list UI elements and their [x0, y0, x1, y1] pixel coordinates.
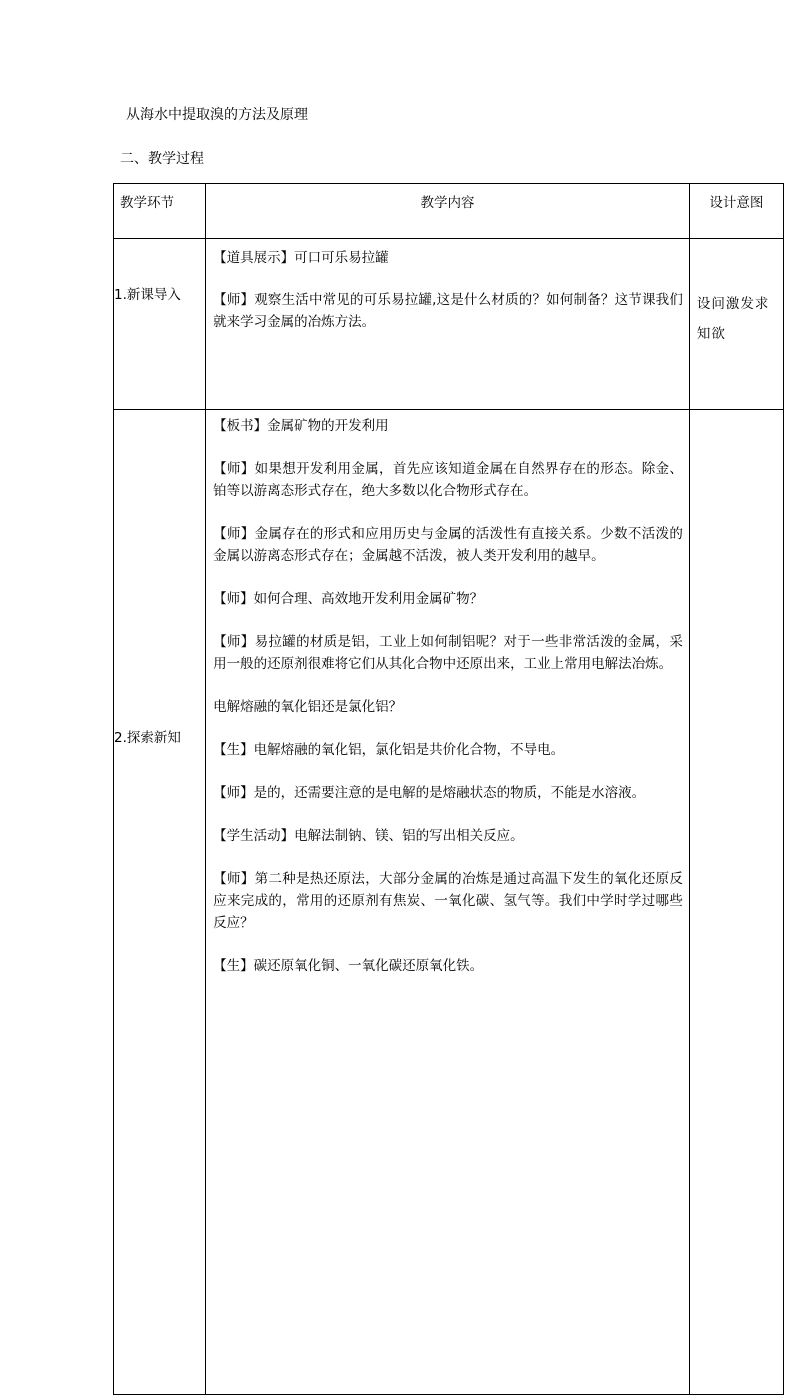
- content-paragraph: 【道具展示】可口可乐易拉罐: [213, 250, 389, 266]
- content-paragraph: 【学生活动】电解法制钠、镁、铝的写出相关反应。: [213, 828, 524, 844]
- content-paragraph: 【师】金属存在的形式和应用历史与金属的活泼性有直接关系。少数不活泼的金属以游离态形式存在；金属越不活泼，被人类开发利用的越早。: [213, 526, 683, 564]
- table-row: [114, 410, 784, 1395]
- table-header-row: [114, 184, 784, 239]
- teaching-process-table: [113, 183, 784, 1395]
- header-intent: 设计意图: [689, 184, 783, 239]
- content-paragraph: 【师】第二种是热还原法，大部分金属的冶炼是通过高温下发生的氧化还原反应来完成的，常用的还原剂有焦炭、一氧化碳、氢气等。我们中学时学过哪些反应？: [213, 871, 683, 931]
- intro-line: 从海水中提取溴的方法及原理: [126, 107, 308, 123]
- content-cell: [206, 239, 690, 410]
- content-paragraph: 【师】观察生活中常见的可乐易拉罐,这是什么材质的？如何制备？这节课我们就来学习金属的冶炼方法。: [213, 292, 683, 330]
- header-content: 教学内容: [206, 184, 690, 239]
- content-paragraph: 【板书】金属矿物的开发利用: [213, 418, 389, 434]
- content-paragraph: 【师】是的，还需要注意的是电解的是熔融状态的物质，不能是水溶液。: [213, 785, 646, 801]
- stage-cell: 1.新课导入: [114, 239, 206, 410]
- stage-cell: 2.探索新知: [114, 410, 206, 1395]
- section-title: 二、教学过程: [120, 151, 204, 167]
- content-paragraph: 电解熔融的氧化铝还是氯化铝？: [213, 699, 403, 715]
- content-paragraph: 【师】如何合理、高效地开发利用金属矿物？: [213, 591, 484, 607]
- content-paragraph: 【生】碳还原氧化铜、一氧化碳还原氧化铁。: [213, 958, 484, 974]
- header-stage: 教学环节: [114, 184, 206, 239]
- intent-cell: 设问激发求知欲: [689, 239, 783, 410]
- content-paragraph: 【师】如果想开发利用金属，首先应该知道金属在自然界存在的形态。除金、铂等以游离态形式存在，绝大多数以化合物形式存在。: [213, 461, 683, 499]
- content-paragraph: 【生】电解熔融的氧化铝，氯化铝是共价化合物，不导电。: [213, 742, 565, 758]
- content-cell: [206, 410, 690, 1395]
- intent-cell: [689, 410, 783, 1395]
- content-paragraph: 【师】易拉罐的材质是铝，工业上如何制铝呢？对于一些非常活泼的金属，采用一般的还原剂很难将它们从其化合物中还原出来，工业上常用电解法冶炼。: [213, 634, 683, 672]
- table-row: [114, 239, 784, 410]
